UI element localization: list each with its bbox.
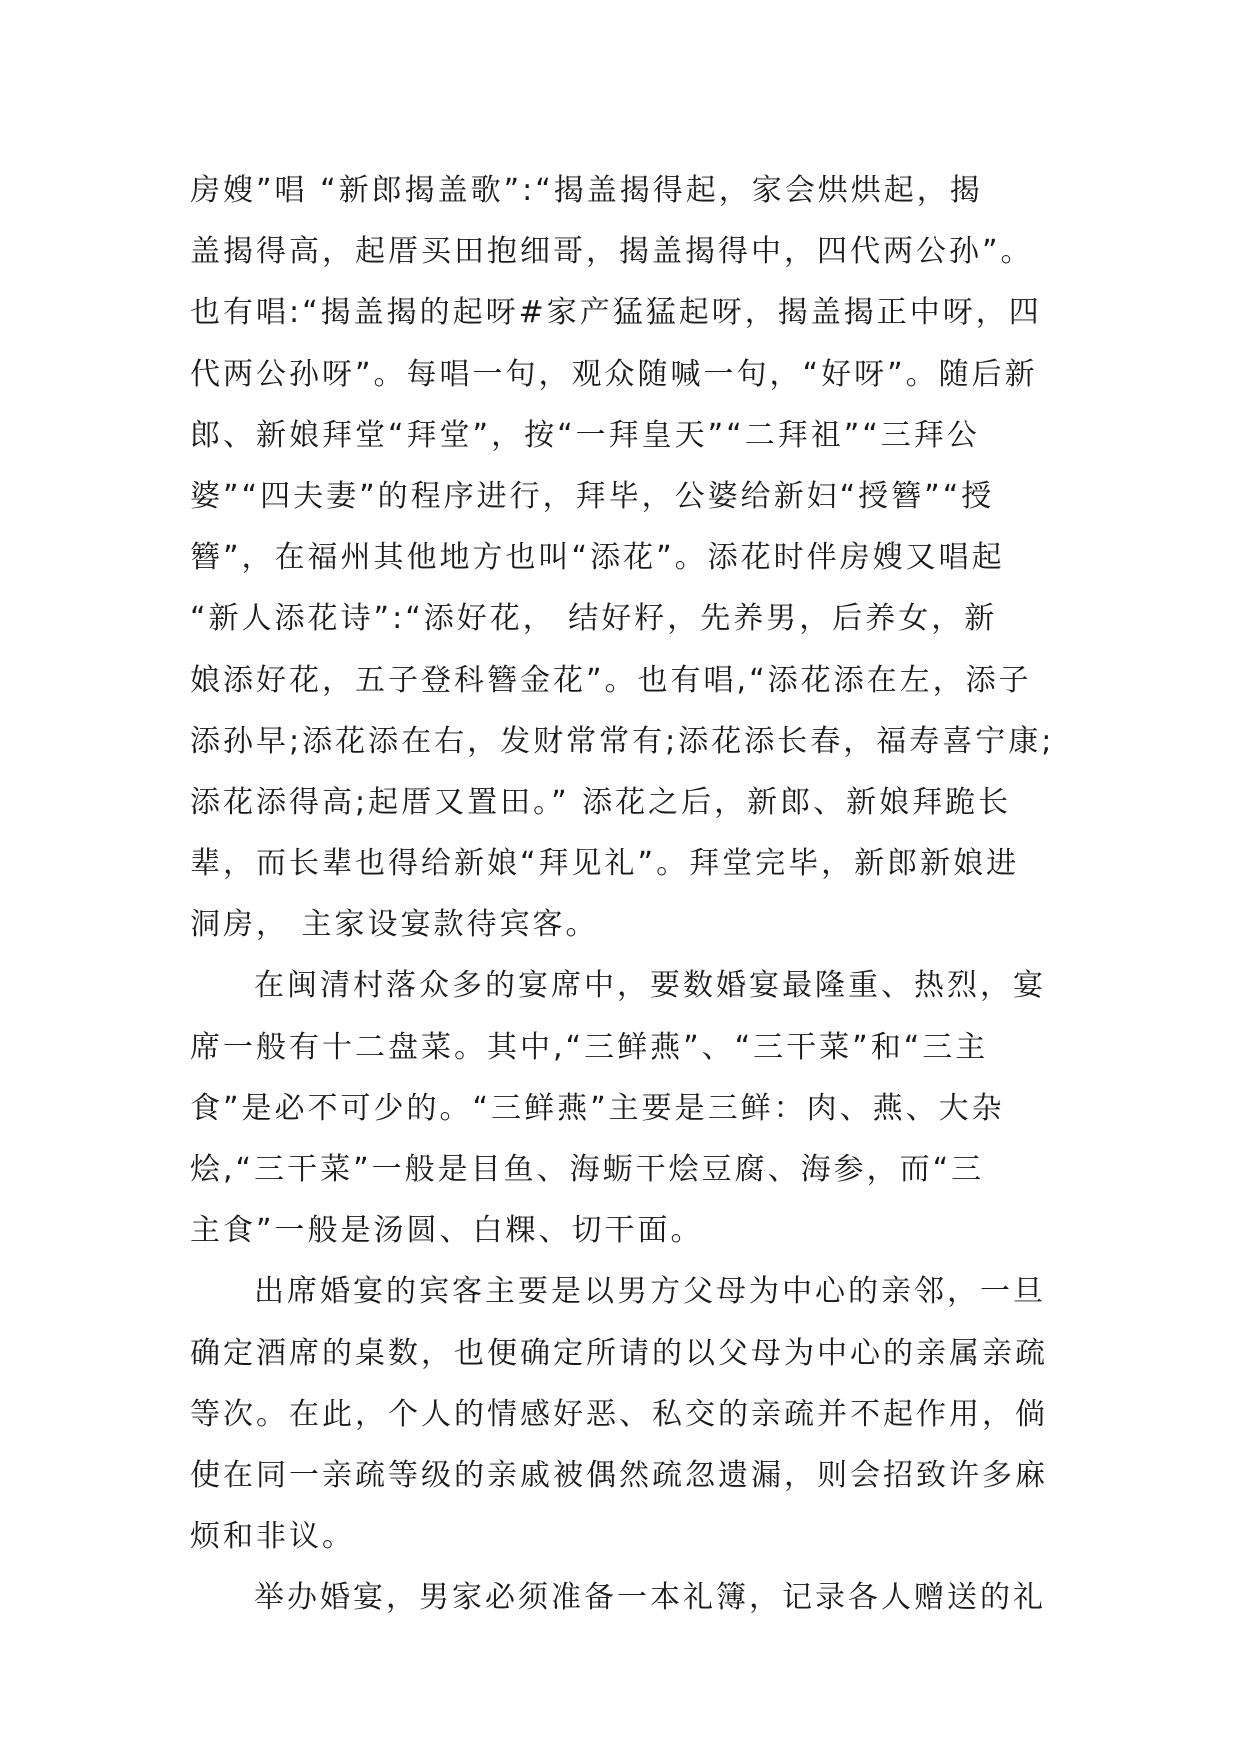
text-line: 主食”一般是汤圆、白粿、切干面。 — [190, 1213, 704, 1249]
text-line: 使在同一亲疏等级的亲戚被偶然疏忽遗漏，则会招致许多麻 — [190, 1457, 1048, 1493]
text-line: 食”是必不可少的。“三鲜燕”主要是三鲜：肉、燕、大杂 — [190, 1090, 1005, 1126]
text-line: 辈，而长辈也得给新娘“拜见礼”。拜堂完毕，新郎新娘进 — [190, 846, 1020, 882]
text-line: “新人添花诗”:“添好花， 结好籽，先养男，后养女，新 — [190, 601, 998, 637]
text-line: 等次。在此，个人的情感好恶、私交的亲疏并不起作用，倘 — [190, 1396, 1048, 1432]
text-line: 房嫂”唱 “新郎揭盖歌”:“揭盖揭得起，家会烘烘起，揭 — [190, 173, 983, 208]
text-line: 确定酒席的桌数，也便确定所请的以父母为中心的亲属亲疏 — [190, 1335, 1048, 1371]
text-line: 烩,“三干菜”一般是目鱼、海蛎干烩豆腐、海参，而“三 — [190, 1152, 985, 1187]
text-line: 代两公孙呀”。每唱一句，观众随喊一句，“好呀”。随后新 — [190, 356, 1038, 392]
text-line: 洞房， 主家设宴款待宾客。 — [190, 907, 599, 943]
text-line: 娘添好花，五子登科簪金花”。也有唱,“添花添在左，添子 — [190, 662, 1032, 698]
text-line: 烦和非议。 — [190, 1519, 355, 1555]
text-line: 郎、新娘拜堂“拜堂”，按“一拜皇天”“二拜祖”“三拜公 — [190, 417, 980, 453]
paragraph-first-line: 举办婚宴，男家必须准备一本礼簿，记录各人赠送的礼 — [254, 1580, 1046, 1616]
text-line: 添花添得高;起厝又置田。” 添花之后，新郎、新娘拜跪长 — [190, 784, 1012, 820]
paragraph-first-line: 出席婚宴的宾客主要是以男方父母为中心的亲邻，一旦 — [254, 1274, 1046, 1310]
paragraph-first-line: 在闽清村落众多的宴席中，要数婚宴最隆重、热烈，宴 — [254, 968, 1046, 1004]
text-line: 也有唱:“揭盖揭的起呀#家产猛猛起呀，揭盖揭正中呀，四 — [190, 295, 1042, 331]
text-line: 席一般有十二盘菜。其中,“三鲜燕”、“三干菜”和“三主 — [190, 1029, 989, 1065]
body-text — [190, 160, 1055, 1629]
text-line: 婆”“四夫妻”的程序进行，拜毕，公婆给新妇“授簪”“授 — [190, 478, 995, 514]
text-line: 盖揭得高，起厝买田抱细哥，揭盖揭得中，四代两公孙”。 — [190, 234, 1034, 270]
text-line: 添孙早;添花添在右，发财常常有;添花添长春，福寿喜宁康; — [190, 723, 1055, 759]
text-line: 簪”，在福州其他地方也叫“添花”。添花时伴房嫂又唱起 — [190, 540, 1005, 576]
